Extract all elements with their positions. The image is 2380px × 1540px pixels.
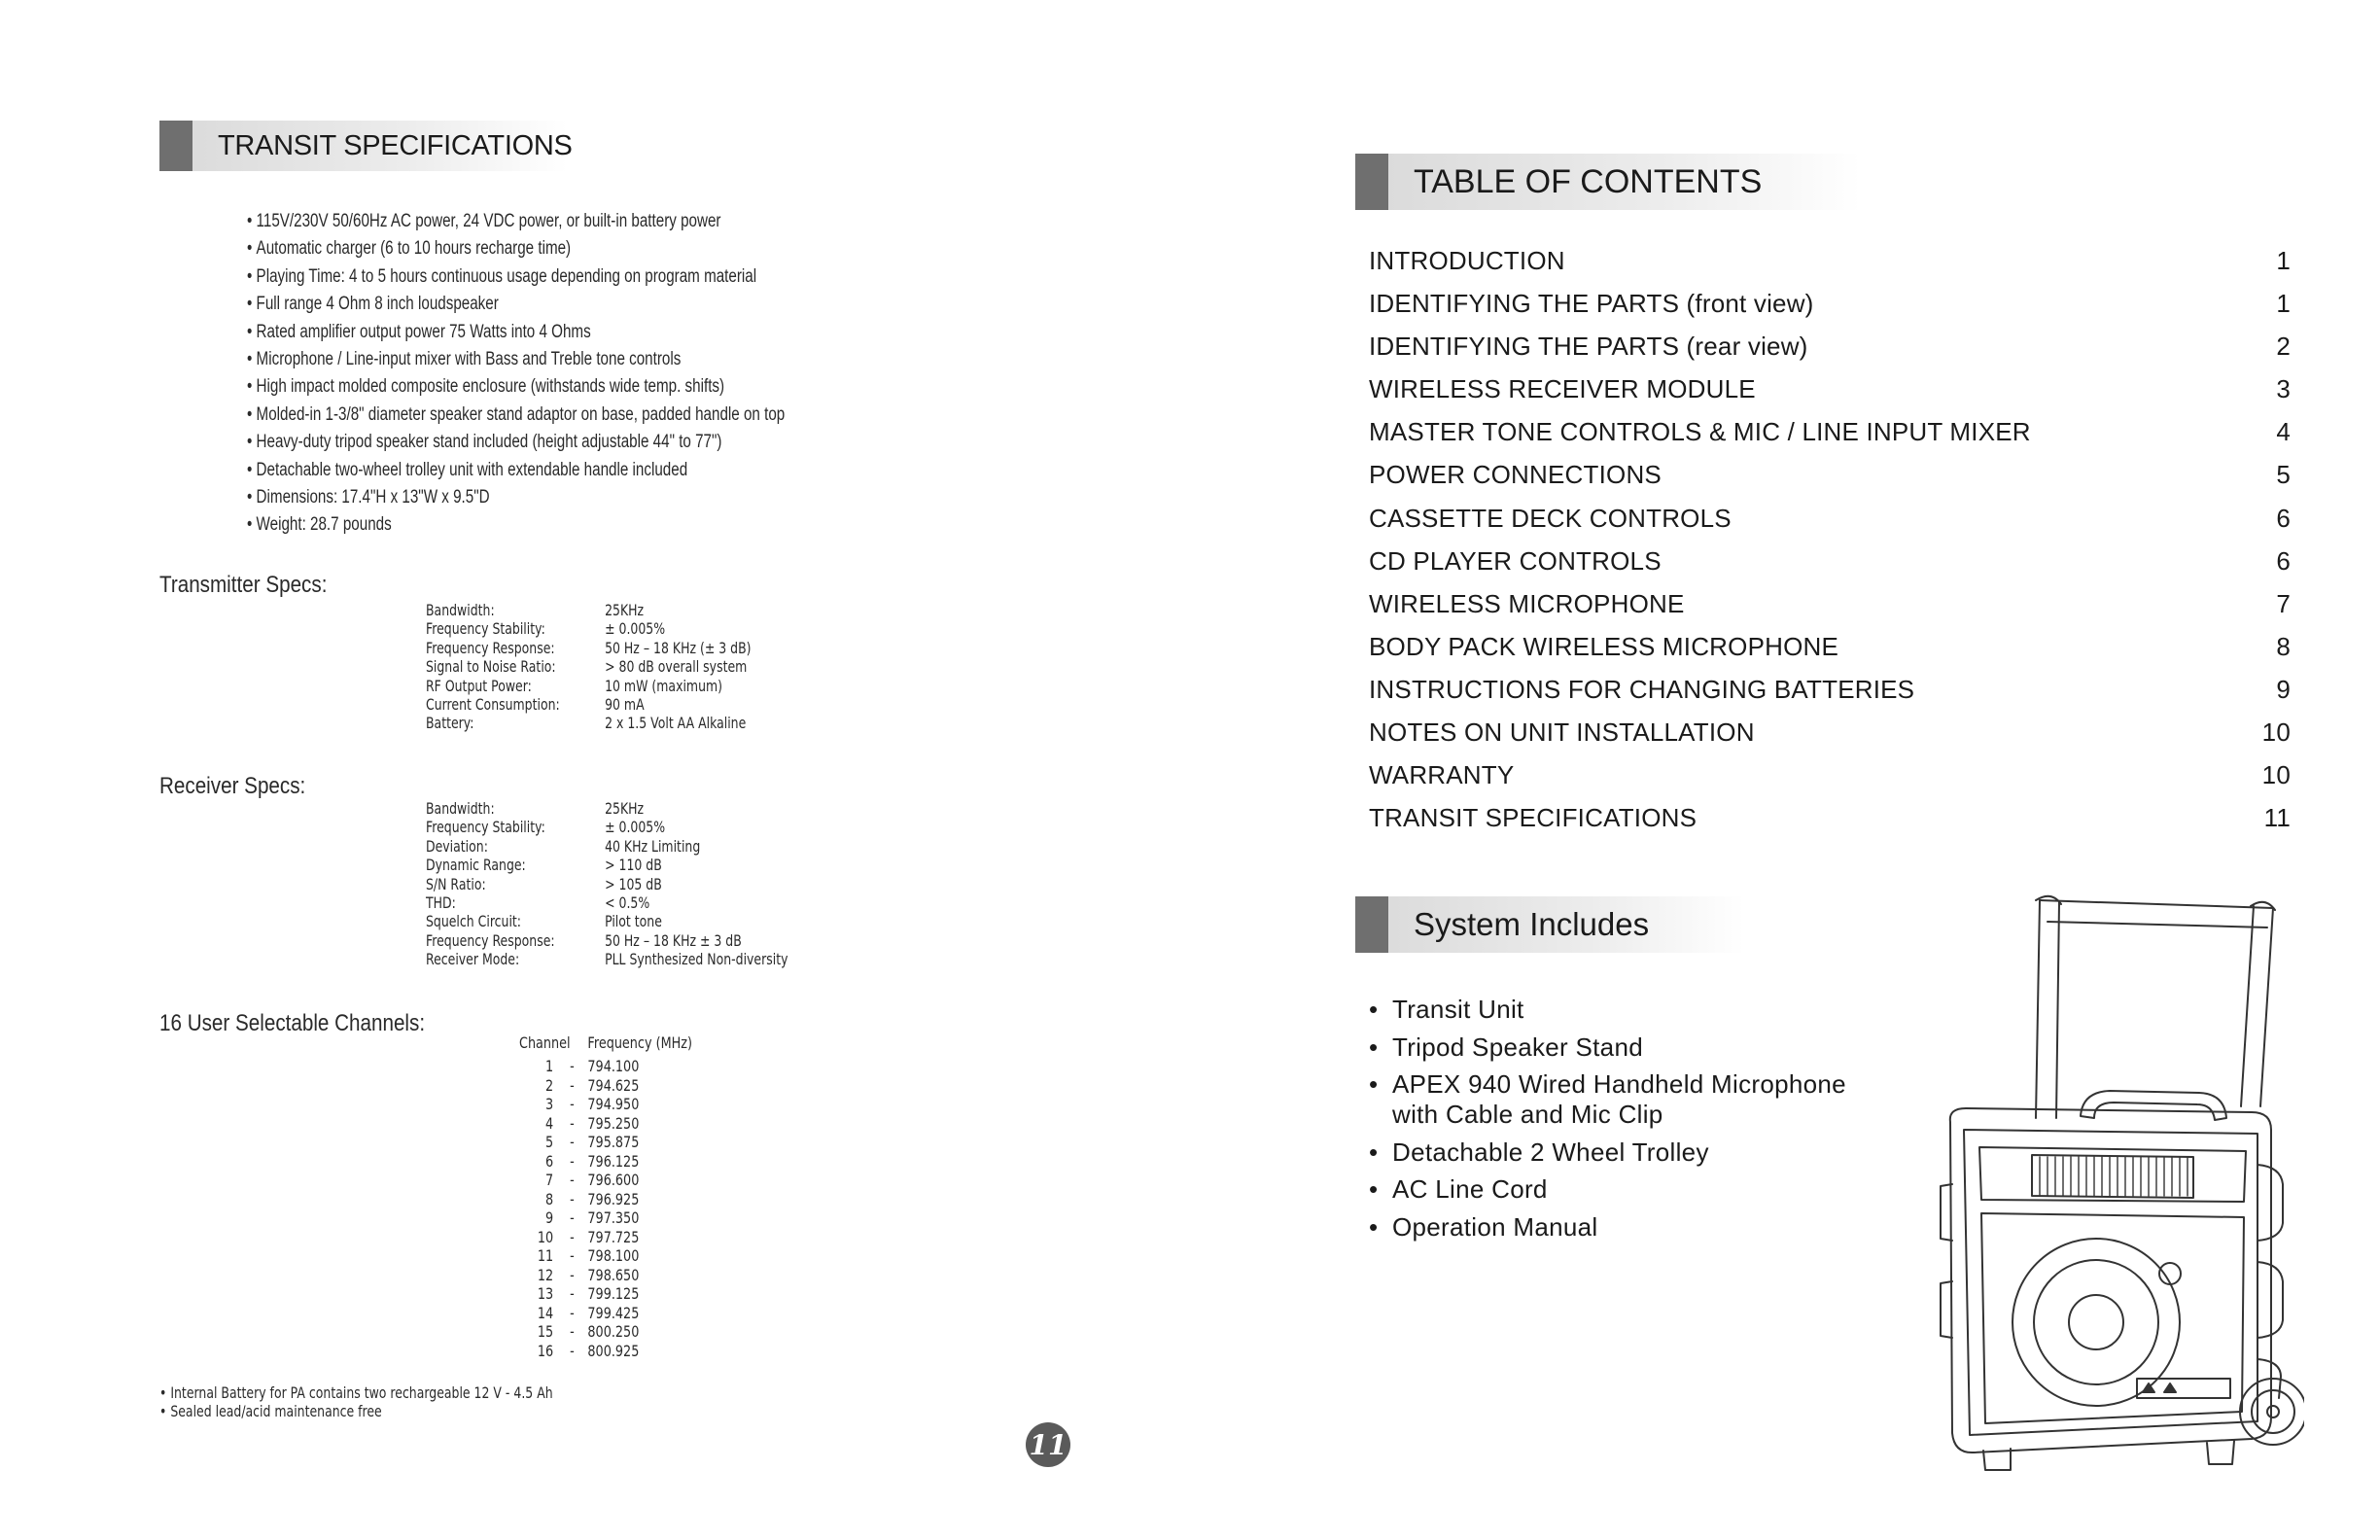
spec-label: S/N Ratio:	[426, 874, 486, 893]
bullet-glyph: •	[1369, 1174, 1379, 1204]
spec-bullet-item: • High impact molded composite enclosure (withstands wide temp. shifts)	[247, 373, 947, 401]
toc-entry-title: IDENTIFYING THE PARTS (front view)	[1369, 289, 1814, 319]
system-include-text: Transit Unit	[1392, 995, 1524, 1024]
toc-entry-page: 4	[2276, 417, 2291, 447]
channel-row	[519, 1171, 692, 1190]
bullet-glyph: •	[1369, 1211, 1379, 1242]
channel-dash: -	[570, 1113, 575, 1133]
channel-frequency: 795.250	[587, 1113, 640, 1133]
channel-frequency: 800.250	[587, 1322, 640, 1341]
spec-label: THD:	[426, 893, 456, 913]
system-includes-header	[1355, 896, 1744, 953]
toc-entry-page: 7	[2276, 588, 2291, 618]
toc-entry-page: 3	[2276, 374, 2291, 404]
spec-value: > 80 dB overall system	[605, 657, 748, 677]
spec-value: 10 mW (maximum)	[605, 676, 723, 695]
spec-bullet-item: • Detachable two-wheel trolley unit with extendable handle included	[247, 457, 947, 484]
channel-column-header: Channel	[519, 1033, 571, 1052]
spec-bullet-item: • Molded-in 1-3/8" diameter speaker stand adaptor on base, padded handle on top	[247, 402, 947, 429]
right-page	[1190, 0, 2380, 1540]
toc-entry-page: 1	[2276, 289, 2291, 319]
channel-number: 5	[545, 1133, 554, 1151]
toc-entry-title: POWER CONNECTIONS	[1369, 460, 1662, 490]
toc-title: TABLE OF CONTENTS	[1414, 162, 1763, 200]
toc-entry-page: 11	[2263, 803, 2291, 833]
toc-entry-title: CD PLAYER CONTROLS	[1369, 545, 1662, 576]
spec-label: Frequency Stability:	[426, 818, 545, 837]
system-includes-list	[1369, 995, 1846, 1249]
spec-value: 25KHz	[605, 601, 645, 619]
channel-frequency: 794.625	[587, 1075, 640, 1095]
toc-entry-page: 2	[2276, 332, 2291, 362]
channel-row	[519, 1190, 692, 1209]
header-accent-bar	[1355, 154, 1388, 210]
spec-label: Bandwidth:	[426, 601, 495, 619]
system-include-text-continued: with Cable and Mic Clip	[1392, 1100, 1663, 1129]
channel-dash: -	[570, 1189, 575, 1208]
system-include-text: APEX 940 Wired Handheld Microphone	[1392, 1069, 1846, 1099]
channel-row	[519, 1304, 692, 1323]
channels-title: 16 User Selectable Channels:	[159, 1010, 426, 1036]
battery-note: • Internal Battery for PA contains two rechargeable 12 V - 4.5 Ah	[159, 1383, 553, 1402]
toc-entry[interactable]	[1369, 675, 2291, 718]
channel-row	[519, 1133, 692, 1152]
spec-value: 2 x 1.5 Volt AA Alkaline	[605, 714, 747, 733]
spec-label: Frequency Response:	[426, 930, 555, 950]
toc-entry[interactable]	[1369, 632, 2291, 675]
channel-frequency: 799.425	[587, 1303, 640, 1322]
channel-frequency: 799.125	[587, 1284, 640, 1303]
channel-number: 4	[545, 1113, 554, 1133]
channel-frequency: 800.925	[587, 1341, 640, 1360]
spec-label: Frequency Stability:	[426, 619, 545, 639]
spec-row	[426, 657, 752, 676]
system-include-item	[1369, 1138, 1846, 1168]
spec-row	[426, 950, 788, 968]
toc-entry-title: TRANSIT SPECIFICATIONS	[1369, 803, 1698, 833]
spec-label: RF Output Power:	[426, 676, 532, 695]
channel-row	[519, 1342, 692, 1361]
system-include-text: Detachable 2 Wheel Trolley	[1392, 1137, 1709, 1167]
spec-label: Receiver Mode:	[426, 950, 520, 969]
spec-label: Dynamic Range:	[426, 856, 526, 875]
system-include-text: AC Line Cord	[1392, 1174, 1548, 1204]
spec-value: < 0.5%	[605, 893, 650, 913]
channel-number: 10	[537, 1227, 554, 1246]
toc-entry[interactable]	[1369, 504, 2291, 546]
channel-dash: -	[570, 1208, 575, 1227]
channel-number: 3	[545, 1095, 554, 1113]
toc-entry[interactable]	[1369, 374, 2291, 417]
spec-bullet-item: • Heavy-duty tripod speaker stand included (height adjustable 44" to 77")	[247, 429, 947, 456]
specifications-header	[159, 121, 573, 171]
spec-row	[426, 912, 788, 930]
spec-value: ± 0.005%	[605, 818, 666, 837]
bullet-glyph: •	[1369, 1032, 1379, 1062]
spec-value: PLL Synthesized Non-diversity	[605, 950, 788, 969]
channel-number: 6	[545, 1151, 554, 1171]
toc-list	[1369, 246, 2291, 846]
toc-entry-page: 6	[2276, 503, 2291, 533]
channel-frequency: 795.875	[587, 1133, 640, 1151]
channel-dash: -	[570, 1322, 575, 1341]
channel-dash: -	[570, 1057, 575, 1075]
spec-row	[426, 677, 752, 695]
bullet-glyph: •	[1369, 1069, 1379, 1099]
channel-number: 11	[537, 1246, 554, 1265]
spec-bullet-item: • Microphone / Line-input mixer with Bass and Treble tone controls	[247, 346, 947, 373]
channel-number: 16	[537, 1341, 554, 1360]
channel-dash: -	[570, 1095, 575, 1113]
spec-row	[426, 931, 788, 950]
toc-entry[interactable]	[1369, 417, 2291, 460]
toc-entry-title: CASSETTE DECK CONTROLS	[1369, 503, 1732, 533]
channel-number: 14	[537, 1303, 554, 1322]
toc-entry-page: 9	[2276, 674, 2291, 704]
channel-row	[519, 1057, 692, 1076]
spec-label: Deviation:	[426, 836, 488, 856]
channel-row	[519, 1284, 692, 1304]
spec-bullet-list	[247, 208, 947, 540]
spec-value: > 105 dB	[605, 874, 662, 893]
channel-frequency: 798.100	[587, 1246, 640, 1265]
transmitter-specs-title: Transmitter Specs:	[159, 572, 328, 598]
spec-bullet-item: • Playing Time: 4 to 5 hours continuous usage depending on program material	[247, 263, 947, 291]
channel-frequency: 796.925	[587, 1189, 640, 1208]
channel-frequency: 796.125	[587, 1151, 640, 1171]
channel-row	[519, 1266, 692, 1285]
system-include-item	[1369, 1212, 1846, 1242]
channel-row	[519, 1246, 692, 1266]
channel-number: 13	[537, 1284, 554, 1303]
spec-value: 50 Hz – 18 KHz ± 3 dB	[605, 930, 742, 950]
channel-dash: -	[570, 1133, 575, 1151]
toc-entry-title: IDENTIFYING THE PARTS (rear view)	[1369, 332, 1808, 362]
channel-number: 12	[537, 1265, 554, 1284]
receiver-specs-table	[426, 799, 788, 969]
channel-frequency: 796.600	[587, 1171, 640, 1189]
spec-row	[426, 639, 752, 657]
system-include-item	[1369, 995, 1846, 1025]
channels-table	[519, 1033, 692, 1360]
channel-dash: -	[570, 1284, 575, 1303]
toc-entry-title: NOTES ON UNIT INSTALLATION	[1369, 718, 1755, 748]
spec-row	[426, 837, 788, 856]
spec-label: Current Consumption:	[426, 695, 560, 715]
channel-row	[519, 1152, 692, 1172]
channel-dash: -	[570, 1075, 575, 1095]
transmitter-specs-table	[426, 601, 752, 733]
spec-value: 40 KHz Limiting	[605, 836, 701, 856]
channel-row	[519, 1076, 692, 1096]
channel-frequency: 797.725	[587, 1227, 640, 1246]
toc-entry-page: 1	[2276, 246, 2291, 275]
toc-entry-page: 5	[2276, 460, 2291, 490]
channel-dash: -	[570, 1341, 575, 1360]
toc-entry[interactable]	[1369, 718, 2291, 760]
spec-row	[426, 799, 788, 818]
toc-entry-page: 10	[2261, 718, 2291, 748]
channel-dash: -	[570, 1246, 575, 1265]
channel-frequency: 794.100	[587, 1057, 640, 1075]
system-includes-title: System Includes	[1414, 906, 1650, 942]
spec-row	[426, 893, 788, 912]
channel-number: 15	[537, 1322, 554, 1341]
system-include-item	[1369, 1032, 1846, 1063]
spec-value: 50 Hz – 18 KHz (± 3 dB)	[605, 638, 752, 657]
spec-value: 25KHz	[605, 799, 645, 818]
channel-row	[519, 1095, 692, 1114]
toc-entry[interactable]	[1369, 760, 2291, 803]
spec-value: > 110 dB	[605, 856, 662, 875]
receiver-specs-title: Receiver Specs:	[159, 773, 306, 799]
frequency-column-header: Frequency (MHz)	[587, 1033, 692, 1052]
spec-row	[426, 619, 752, 638]
spec-label: Signal to Noise Ratio:	[426, 657, 556, 677]
spec-bullet-item: • Automatic charger (6 to 10 hours recharge time)	[247, 235, 947, 262]
channel-dash: -	[570, 1265, 575, 1284]
toc-entry[interactable]	[1369, 803, 2291, 846]
spec-row	[426, 875, 788, 893]
spec-value: ± 0.005%	[605, 619, 666, 639]
spec-bullet-item: • Dimensions: 17.4"H x 13"W x 9.5"D	[247, 484, 947, 511]
system-include-item	[1369, 1069, 1846, 1130]
toc-entry[interactable]	[1369, 589, 2291, 632]
spec-label: Battery:	[426, 714, 474, 733]
system-include-text: Tripod Speaker Stand	[1392, 1032, 1643, 1062]
toc-entry-page: 8	[2276, 631, 2291, 661]
toc-entry-title: WIRELESS RECEIVER MODULE	[1369, 374, 1756, 404]
channel-number: 2	[545, 1075, 554, 1095]
spec-row	[426, 856, 788, 874]
channel-row	[519, 1114, 692, 1134]
toc-entry[interactable]	[1369, 546, 2291, 589]
channel-dash: -	[570, 1151, 575, 1171]
bullet-glyph: •	[1369, 995, 1379, 1024]
spec-label: Frequency Response:	[426, 638, 555, 657]
channel-row	[519, 1208, 692, 1228]
toc-entry[interactable]	[1369, 460, 2291, 503]
toc-entry-title: INSTRUCTIONS FOR CHANGING BATTERIES	[1369, 674, 1915, 704]
system-include-text: Operation Manual	[1392, 1211, 1598, 1242]
spec-bullet-item: • Full range 4 Ohm 8 inch loudspeaker	[247, 291, 947, 318]
channel-frequency: 798.650	[587, 1265, 640, 1284]
channel-dash: -	[570, 1227, 575, 1246]
spec-row	[426, 714, 752, 732]
channel-dash: -	[570, 1171, 575, 1189]
channel-number: 1	[545, 1057, 554, 1075]
battery-notes	[159, 1383, 553, 1420]
toc-entry-page: 6	[2276, 545, 2291, 576]
toc-entry[interactable]	[1369, 246, 2291, 289]
spec-row	[426, 818, 788, 836]
channel-row	[519, 1322, 692, 1342]
toc-entry-title: MASTER TONE CONTROLS & MIC / LINE INPUT MIXER	[1369, 417, 2031, 447]
spec-row	[426, 695, 752, 714]
system-include-item	[1369, 1174, 1846, 1205]
battery-note: • Sealed lead/acid maintenance free	[159, 1402, 553, 1420]
bullet-glyph: •	[1369, 1137, 1379, 1167]
spec-value: 90 mA	[605, 695, 645, 715]
spec-bullet-item: • Rated amplifier output power 75 Watts into 4 Ohms	[247, 319, 947, 346]
toc-entry-title: WIRELESS MICROPHONE	[1369, 588, 1685, 618]
speaker-trolley-illustration	[1915, 892, 2304, 1474]
header-accent-bar	[1355, 896, 1388, 953]
channel-frequency: 797.350	[587, 1208, 640, 1227]
header-accent-bar	[159, 121, 192, 171]
spec-label: Squelch Circuit:	[426, 912, 522, 931]
channel-number: 9	[545, 1208, 554, 1227]
toc-entry[interactable]	[1369, 332, 2291, 374]
spec-value: Pilot tone	[605, 912, 662, 931]
spec-bullet-item: • Weight: 28.7 pounds	[247, 511, 947, 539]
toc-entry[interactable]	[1369, 289, 2291, 332]
toc-entry-title: INTRODUCTION	[1369, 246, 1565, 275]
toc-header	[1355, 154, 1861, 210]
specifications-title: TRANSIT SPECIFICATIONS	[218, 129, 573, 161]
channel-number: 7	[545, 1171, 554, 1189]
toc-entry-title: BODY PACK WIRELESS MICROPHONE	[1369, 631, 1839, 661]
spec-row	[426, 601, 752, 619]
channel-row	[519, 1228, 692, 1247]
spec-bullet-item: • 115V/230V 50/60Hz AC power, 24 VDC power, or built-in battery power	[247, 208, 947, 235]
channel-frequency: 794.950	[587, 1095, 640, 1113]
toc-entry-page: 10	[2261, 760, 2291, 790]
spec-label: Bandwidth:	[426, 799, 495, 818]
toc-entry-title: WARRANTY	[1369, 760, 1515, 790]
page-number-badge: 11	[1026, 1422, 1070, 1467]
channel-dash: -	[570, 1303, 575, 1322]
channel-number: 8	[545, 1189, 554, 1208]
